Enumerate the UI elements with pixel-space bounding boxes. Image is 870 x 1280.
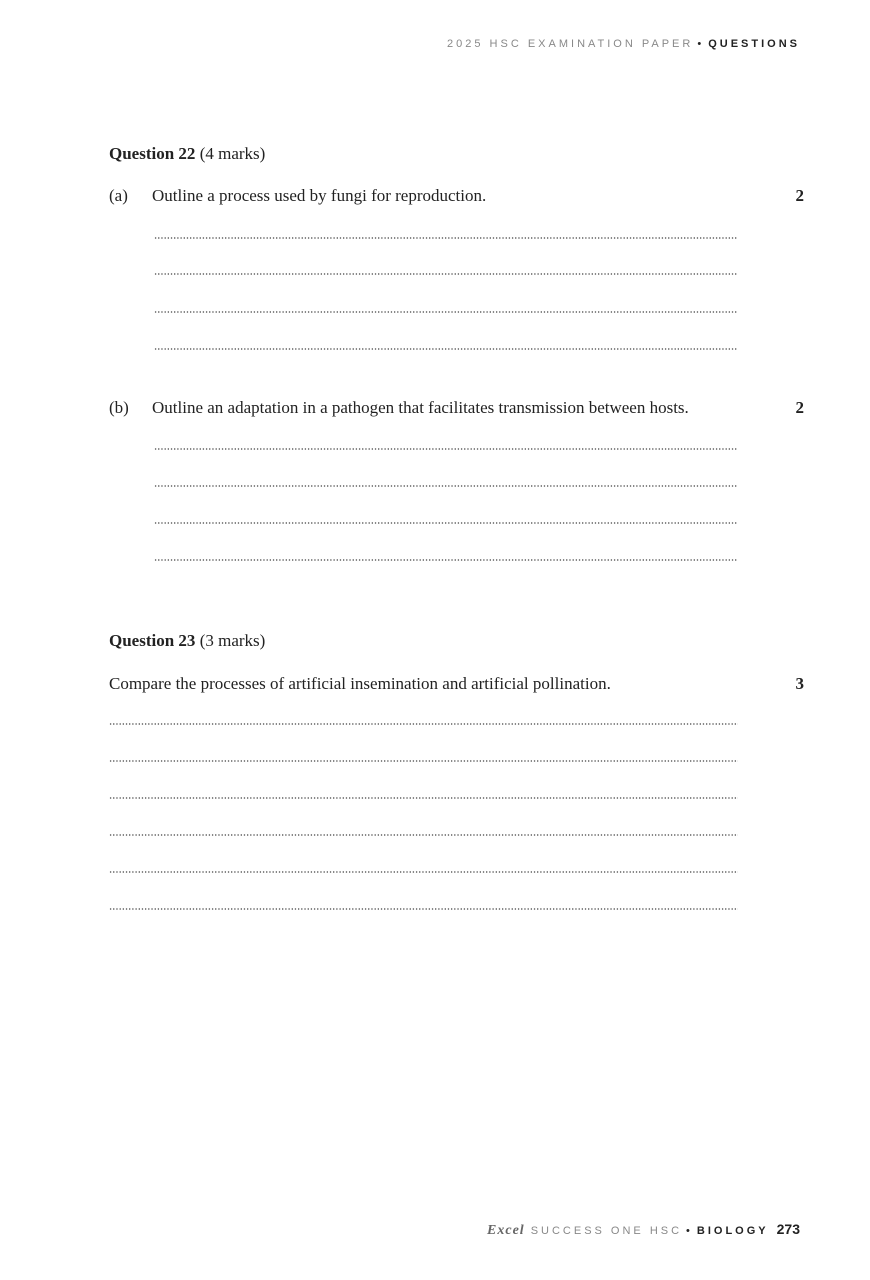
question-marks-note: (4 marks) <box>199 144 266 163</box>
question-22-heading <box>109 144 265 164</box>
answer-line[interactable] <box>109 908 738 910</box>
answer-line[interactable] <box>154 311 738 313</box>
question-marks-note: (3 marks) <box>199 631 266 650</box>
part-marks: 2 <box>795 186 804 205</box>
part-label: (b) <box>109 398 129 417</box>
question-title: Question 22 <box>109 144 196 163</box>
answer-line[interactable] <box>154 237 738 239</box>
footer-subject: BIOLOGY <box>696 1225 769 1237</box>
page-number: 273 <box>776 1221 800 1237</box>
header-section-title: QUESTIONS <box>708 38 800 50</box>
part-marks: 2 <box>795 398 804 417</box>
answer-line[interactable] <box>109 760 738 762</box>
part-prompt: Outline an adaptation in a pathogen that facilitates transmission between hosts. <box>152 398 689 417</box>
answer-line[interactable] <box>154 348 738 350</box>
question-prompt: Compare the processes of artificial insemination and artificial pollination. <box>109 674 611 693</box>
answer-line[interactable] <box>109 723 738 725</box>
answer-line[interactable] <box>109 797 738 799</box>
question-22-part-a <box>109 186 804 210</box>
part-prompt: Outline a process used by fungi for reproduction. <box>152 186 487 205</box>
answer-line[interactable] <box>154 559 738 561</box>
question-22-part-b <box>109 398 804 422</box>
footer-bullet: • <box>686 1225 693 1237</box>
running-footer <box>487 1221 800 1239</box>
answer-line[interactable] <box>154 522 738 524</box>
answer-line[interactable] <box>154 448 738 450</box>
answer-line[interactable] <box>109 834 738 836</box>
header-bullet: • <box>697 38 705 50</box>
question-23-prompt-row <box>109 674 804 698</box>
answer-line[interactable] <box>154 485 738 487</box>
brand-logo: Excel <box>487 1223 525 1238</box>
footer-series: SUCCESS ONE HSC <box>530 1225 683 1237</box>
question-marks: 3 <box>795 674 804 693</box>
answer-line[interactable] <box>109 871 738 873</box>
question-23-heading <box>109 631 265 651</box>
question-title: Question 23 <box>109 631 196 650</box>
answer-line[interactable] <box>154 273 738 275</box>
part-label: (a) <box>109 186 128 205</box>
running-header <box>447 38 800 50</box>
header-paper-title: 2025 HSC EXAMINATION PAPER <box>447 38 694 50</box>
